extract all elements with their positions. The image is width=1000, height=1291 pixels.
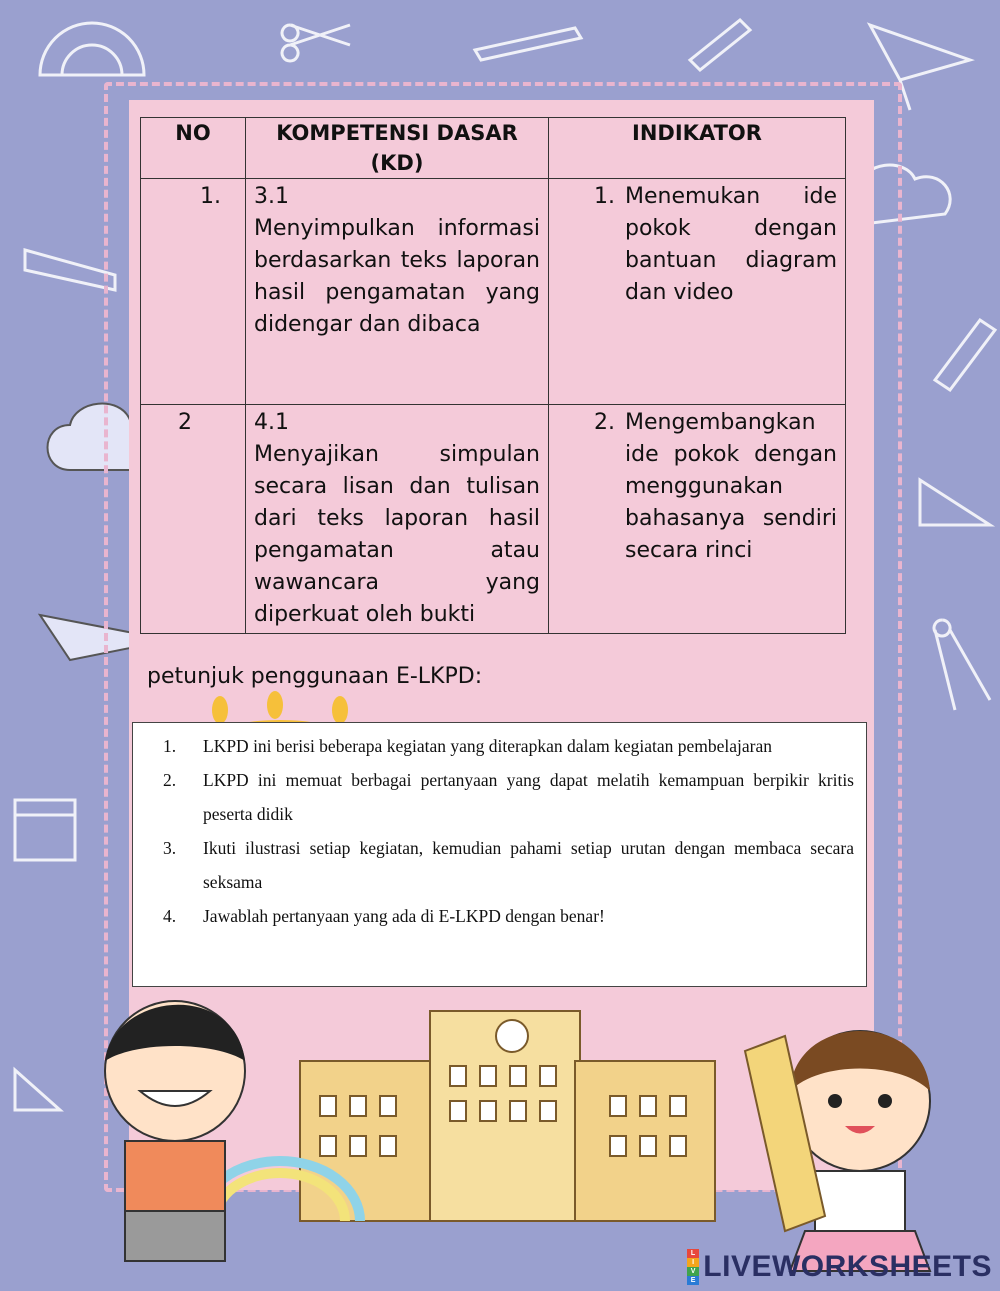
table-header-row: [141, 118, 846, 179]
kd-code: 3.1: [254, 184, 289, 209]
list-item-text: LKPD ini berisi beberapa kegiatan yang diterapkan dalam kegiatan pembelajaran: [203, 736, 773, 756]
list-item-number: 2.: [163, 770, 177, 790]
table-row: [141, 179, 846, 405]
row-number: 2: [141, 405, 246, 634]
ruler-icon: [690, 20, 750, 70]
school-building-icon: [300, 1011, 715, 1221]
indikator-number: 1.: [594, 184, 615, 209]
list-item-text: LKPD ini memuat berbagai pertanyaan yang dapat melatih kemampuan berpikir kritis peserta didik: [203, 770, 854, 824]
indikator-cell: [549, 179, 846, 405]
indikator-cell: [549, 405, 846, 634]
kd-cell: [246, 405, 549, 634]
protractor-icon: [40, 23, 144, 75]
indikator-text: Mengembangkan ide pokok dengan menggunakan bahasanya sendiri secara rinci: [625, 410, 837, 563]
calendar-icon: [15, 800, 75, 860]
header-indikator: INDIKATOR: [549, 118, 846, 179]
list-item: [163, 831, 854, 899]
indikator-number: 2.: [594, 410, 615, 435]
liveworksheets-logo[interactable]: [687, 1249, 992, 1285]
cutter-icon: [935, 320, 995, 390]
kd-description: Menyimpulkan informasi berdasarkan teks laporan hasil pengamatan yang didengar dan dibaca: [254, 216, 540, 337]
list-item-text: Jawablah pertanyaan yang ada di E-LKPD dengan benar!: [203, 906, 605, 926]
scissors-icon: [282, 25, 350, 61]
kd-table: [140, 117, 846, 634]
list-item: [163, 763, 854, 831]
kd-description: Menyajikan simpulan secara lisan dan tulisan dari teks laporan hasil pengamatan atau wawancara yang diperkuat oleh bukti: [254, 442, 540, 627]
header-no: NO: [141, 118, 246, 179]
list-item: [163, 899, 854, 933]
school-illustration: [0, 991, 1000, 1291]
row-number: 1.: [141, 179, 246, 405]
liveworksheets-text: LIVEWORKSHEETS: [703, 1250, 992, 1283]
list-item-number: 4.: [163, 906, 177, 926]
stapler-icon: [25, 250, 115, 290]
pencil-icon: [475, 28, 581, 60]
list-item-number: 3.: [163, 838, 177, 858]
boy-character-icon: [105, 1001, 245, 1261]
live-badge-icon: L I V E: [687, 1249, 699, 1285]
list-item-number: 1.: [163, 736, 177, 756]
instructions-title: petunjuk penggunaan E-LKPD:: [147, 664, 483, 689]
header-kd: KOMPETENSI DASAR (KD): [246, 118, 549, 179]
instructions-box: [132, 722, 867, 987]
table-row: [141, 405, 846, 634]
instructions-list: [133, 723, 866, 933]
kd-cell: [246, 179, 549, 405]
list-item-text: Ikuti ilustrasi setiap kegiatan, kemudian pahami setiap urutan dengan membaca secara seksama: [203, 838, 854, 892]
indikator-text: Menemukan ide pokok dengan bantuan diagram dan video: [625, 184, 837, 305]
compass-icon: [934, 620, 990, 710]
kd-code: 4.1: [254, 410, 289, 435]
triangle-ruler-icon: [920, 480, 990, 525]
list-item: [163, 729, 854, 763]
